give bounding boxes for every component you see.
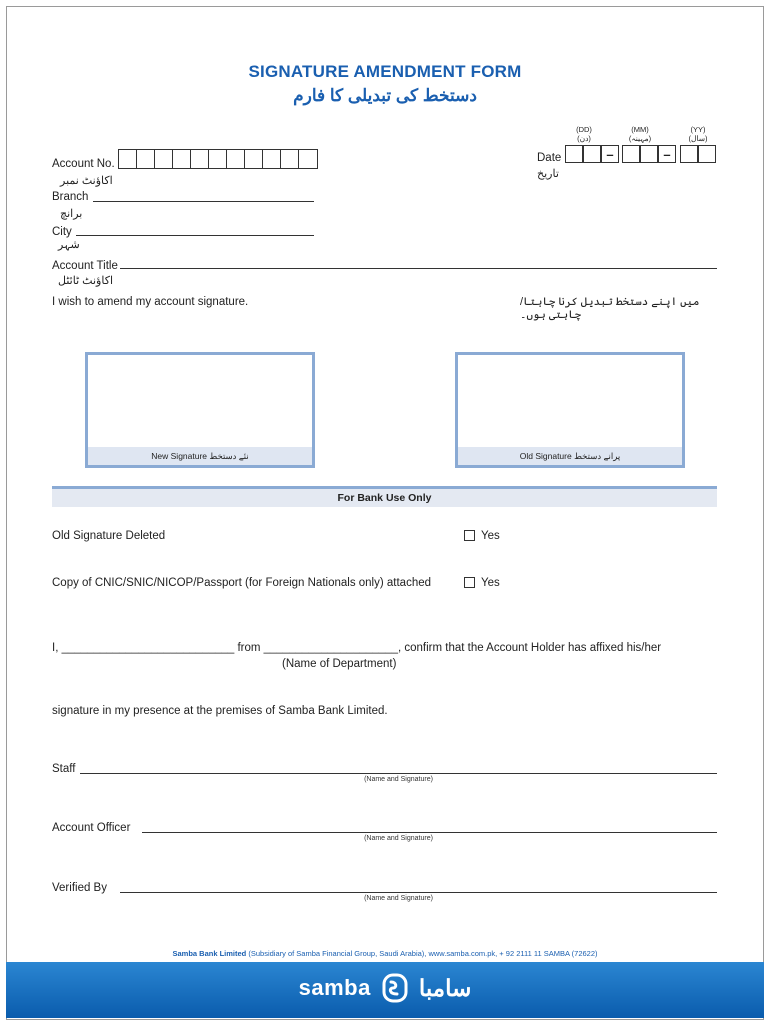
form-title-urdu: دستخط کی تبدیلی کا فارم (293, 86, 477, 105)
account-number-digit[interactable] (137, 150, 155, 168)
city-label-urdu: شہر (58, 239, 80, 251)
officer-name-signature-hint: (Name and Signature) (364, 835, 433, 842)
old-deleted-yes-option[interactable]: Yes (464, 530, 500, 542)
branch-label-urdu: برانچ (60, 208, 83, 220)
account-number-digit[interactable] (173, 150, 191, 168)
staff-signature-input[interactable] (80, 773, 717, 774)
bank-use-heading: For Bank Use Only (52, 486, 717, 507)
verified-by-signature-input[interactable] (120, 892, 717, 893)
amend-statement: I wish to amend my account signature. (52, 296, 249, 308)
id-copy-attached-label: Copy of CNIC/SNIC/NICOP/Passport (for Foreign Nationals only) attached (52, 577, 432, 589)
account-number-digit[interactable] (263, 150, 281, 168)
footer-company-info: Samba Bank Limited (Subsidiary of Samba Financial Group, Saudi Arabia), www.samba.com.pk, + 92 2111 11 SAMBA (72622) (172, 949, 598, 958)
logo-text-arabic: سامبا (418, 974, 472, 1001)
staff-name-signature-hint: (Name and Signature) (364, 776, 433, 783)
account-officer-label: Account Officer (52, 822, 131, 834)
staff-label: Staff (52, 763, 76, 775)
old-signature-caption: Old Signature پرانے دستخط (458, 447, 682, 465)
checkbox-empty-icon[interactable] (464, 577, 475, 588)
footer-brand-bar (6, 962, 764, 1018)
old-signature-deleted-label: Old Signature Deleted (52, 530, 166, 542)
account-number-digit[interactable] (191, 150, 209, 168)
date-day-digit-2[interactable] (583, 145, 601, 163)
presence-statement: signature in my presence at the premises of Samba Bank Limited. (52, 705, 388, 717)
date-mm-header: (MM) (مہینہ) (628, 125, 652, 143)
amend-statement-urdu: میں اپنے دستخط تبدیل کرنا چاہتا/ چاہتی ہوں۔ (520, 296, 700, 321)
date-dd-header: (DD) (دن) (576, 125, 592, 143)
account-title-label-urdu: اکاؤنٹ ٹائٹل (58, 275, 113, 287)
date-year-digit-2[interactable] (698, 145, 716, 163)
samba-logo-mark-icon (381, 973, 409, 1003)
id-copy-yes-option[interactable]: Yes (464, 577, 500, 589)
checkbox-empty-icon[interactable] (464, 530, 475, 541)
branch-label: Branch (52, 191, 89, 203)
account-number-digit[interactable] (299, 150, 317, 168)
old-signature-box[interactable] (455, 352, 685, 468)
new-signature-caption: New Signature نئے دستخط (88, 447, 312, 465)
logo-text-english: samba (298, 975, 371, 1000)
verified-by-label: Verified By (52, 882, 107, 894)
date-month-digit-1[interactable] (622, 145, 640, 163)
city-label: City (52, 226, 72, 238)
date-label: Date (537, 152, 562, 164)
verifier-name-signature-hint: (Name and Signature) (364, 895, 433, 902)
new-signature-box[interactable] (85, 352, 315, 468)
date-label-urdu: تاریخ (537, 168, 559, 180)
account-number-label: Account No. (52, 158, 115, 170)
date-yy-header: (YY) (سال) (688, 125, 708, 143)
date-year-digit-1[interactable] (680, 145, 698, 163)
form-title: SIGNATURE AMENDMENT FORM (248, 62, 522, 81)
department-hint: (Name of Department) (282, 658, 397, 670)
account-officer-signature-input[interactable] (142, 832, 717, 833)
date-separator-1: – (601, 145, 619, 163)
account-number-input[interactable] (118, 149, 318, 169)
date-month-digit-2[interactable] (640, 145, 658, 163)
branch-input[interactable] (93, 201, 314, 202)
account-number-digit[interactable] (209, 150, 227, 168)
account-title-input[interactable] (120, 268, 717, 269)
date-day-digit-1[interactable] (565, 145, 583, 163)
city-input[interactable] (76, 235, 314, 236)
account-number-digit[interactable] (245, 150, 263, 168)
account-number-digit[interactable] (227, 150, 245, 168)
account-number-digit[interactable] (119, 150, 137, 168)
samba-logo (6, 973, 764, 1003)
account-number-digit[interactable] (155, 150, 173, 168)
confirmation-line: I, ___________________________ from _____________________, confirm that the Account Holder has affixed his/her (52, 642, 662, 654)
date-separator-2: – (658, 145, 676, 163)
account-number-label-urdu: اکاؤنٹ نمبر (60, 175, 113, 187)
account-title-label: Account Title (52, 260, 118, 272)
account-number-digit[interactable] (281, 150, 299, 168)
